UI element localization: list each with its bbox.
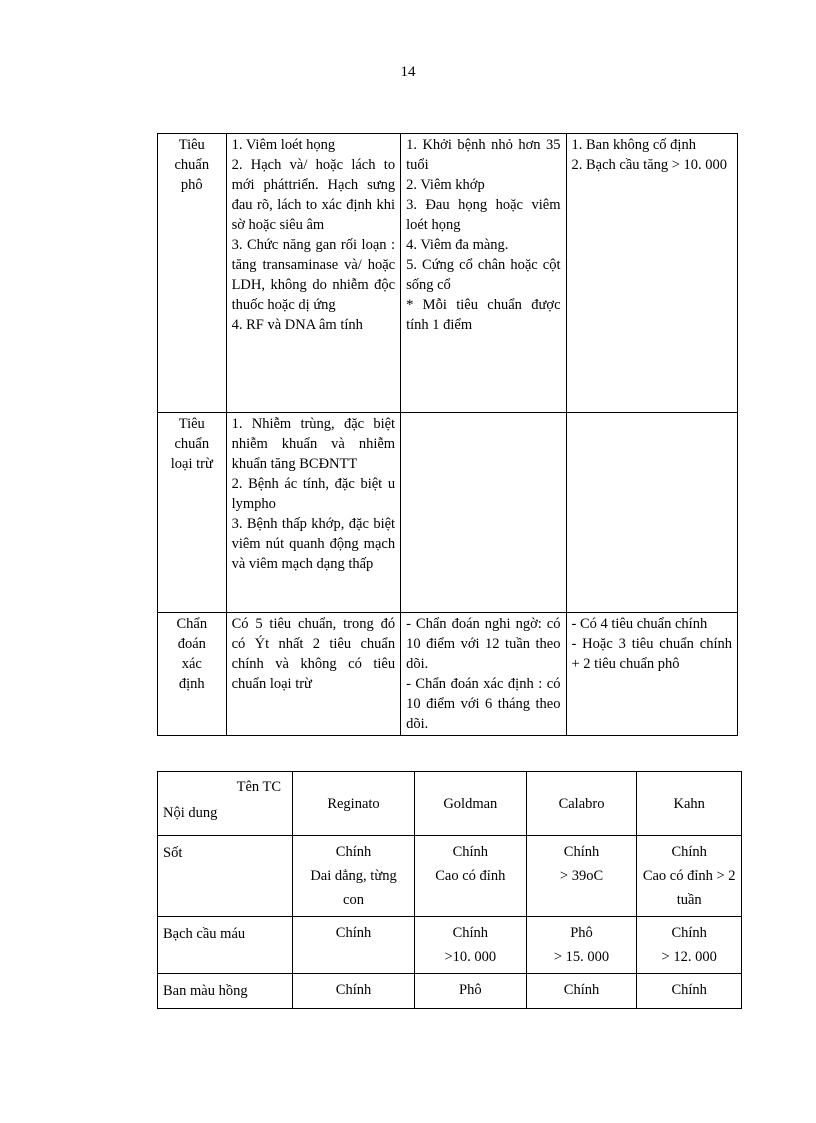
table-cell <box>293 974 415 1009</box>
cell-paragraph: 2. Bạch cầu tăng > 10. 000 <box>571 157 728 173</box>
table-row <box>158 134 738 413</box>
cell-paragraph: - Hoặc 3 tiêu chuẩn chính + 2 tiêu chuẩn phô <box>571 636 732 672</box>
cell-line: Phô <box>570 925 593 941</box>
cell-line: Chính <box>671 844 707 860</box>
cell-paragraph: 5. Cứng cổ chân hoặc cột sống cổ <box>406 257 561 293</box>
cell-paragraph: 3. Đau họng hoặc viêm loét họng <box>406 197 561 233</box>
table-row <box>158 836 742 917</box>
cell-paragraph: 4. Viêm đa màng. <box>406 237 509 253</box>
cell-paragraph: - Chẩn đoán xác định : có 10 điểm với 6 tháng theo dõi. <box>406 676 561 732</box>
cell-line: >10. 000 <box>444 949 497 965</box>
table-row <box>158 974 742 1009</box>
cell-paragraph: 2. Hạch và/ hoặc lách to mới pháttriển. Hạch sưng đau rõ, lách to xác định khi sờ hoặc siêu âm <box>231 157 396 233</box>
row-header-line: Tiêu <box>178 416 205 432</box>
cell-paragraph: 1. Viêm loét họng <box>231 137 336 153</box>
page-number: 14 <box>400 64 416 80</box>
criteria-table <box>157 133 738 736</box>
cell-line: Dai dẳng, từng con <box>310 868 397 908</box>
cell-line: Cao có đỉnh <box>435 868 506 884</box>
table-cell <box>401 613 566 736</box>
table-cell <box>226 413 401 613</box>
table-cell <box>414 836 526 917</box>
cell-line: > 15. 000 <box>553 949 610 965</box>
cell-paragraph: 2. Bệnh ác tính, đặc biệt u lympho <box>231 476 396 512</box>
comparison-table <box>157 771 742 1009</box>
row-header-line: chuẩn <box>174 436 210 452</box>
table-cell <box>637 836 742 917</box>
row-header-line: định <box>178 676 205 692</box>
cell-line: Chính <box>335 982 372 998</box>
table-cell <box>566 613 738 736</box>
row-header-cell <box>158 613 227 736</box>
corner-cell <box>158 772 293 836</box>
table-cell <box>401 413 566 613</box>
cell-paragraph: 3. Chức năng gan rối loạn : tăng transaminase và/ hoặc LDH, không do nhiễm độc thuốc hoặc dị ứng <box>231 237 396 313</box>
column-header: Goldman <box>414 772 526 836</box>
table-cell <box>293 836 415 917</box>
table-row <box>158 413 738 613</box>
column-header: Calabro <box>526 772 637 836</box>
row-header-cell <box>158 413 227 613</box>
row-header-line: đoán <box>177 636 206 652</box>
cell-paragraph: 4. RF và DNA âm tính <box>231 317 363 333</box>
cell-line: > 12. 000 <box>661 949 717 965</box>
row-label: Sốt <box>158 836 293 917</box>
cell-paragraph: 2. Viêm khớp <box>406 177 485 193</box>
cell-paragraph: - Có 4 tiêu chuẩn chính <box>571 616 708 632</box>
corner-top-label: Tên TC <box>236 779 282 795</box>
cell-line: Cao có đỉnh > 2 tuần <box>642 868 736 908</box>
cell-line: Chính <box>671 982 707 998</box>
row-header-line: Chẩn <box>176 616 208 632</box>
table-cell <box>526 836 637 917</box>
cell-paragraph: - Chẩn đoán nghi ngờ: có 10 điểm với 12 tuần theo dõi. <box>406 616 561 672</box>
table-cell <box>226 134 401 413</box>
row-header-line: chuẩn <box>174 157 210 173</box>
cell-paragraph: 1. Ban không cố định <box>571 137 696 153</box>
table-cell <box>401 134 566 413</box>
row-header-line: xác <box>181 656 202 672</box>
cell-line: Chính <box>563 982 600 998</box>
table-cell <box>526 917 637 974</box>
table-cell <box>637 974 742 1009</box>
cell-line: Chính <box>452 844 489 860</box>
cell-line: Chính <box>335 925 372 941</box>
table-cell <box>293 917 415 974</box>
cell-line: Chính <box>452 925 489 941</box>
cell-paragraph: Có 5 tiêu chuẩn, trong đó có Ýt nhất 2 tiêu chuẩn chính và không có tiêu chuẩn loại trừ <box>231 616 396 692</box>
cell-line: Phô <box>459 982 482 998</box>
row-header-line: loại trừ <box>170 456 213 472</box>
cell-line: Chính <box>563 844 600 860</box>
cell-paragraph: * Mỗi tiêu chuẩn được tính 1 điểm <box>406 297 561 333</box>
table-cell <box>566 413 738 613</box>
table-cell <box>226 613 401 736</box>
row-header-line: phô <box>180 177 203 193</box>
table-cell <box>637 917 742 974</box>
table-header-row <box>158 772 742 836</box>
table-cell <box>414 917 526 974</box>
cell-line: > 39oC <box>559 868 604 884</box>
table-cell <box>526 974 637 1009</box>
cell-paragraph: 1. Khởi bệnh nhỏ hơn 35 tuổi <box>406 137 561 173</box>
row-header-cell <box>158 134 227 413</box>
row-label: Ban màu hồng <box>158 974 293 1009</box>
cell-line: Chính <box>335 844 372 860</box>
row-label: Bạch cầu máu <box>158 917 293 974</box>
cell-paragraph: 3. Bệnh thấp khớp, đặc biệt viêm nút quanh động mạch và viêm mạch dạng thấp <box>231 516 396 572</box>
corner-bottom-label: Nội dung <box>163 805 218 821</box>
column-header: Reginato <box>293 772 415 836</box>
row-header-line: Tiêu <box>178 137 205 153</box>
table-cell <box>414 974 526 1009</box>
table-row <box>158 917 742 974</box>
column-header: Kahn <box>637 772 742 836</box>
cell-line: Chính <box>671 925 707 941</box>
table-cell <box>566 134 738 413</box>
cell-paragraph: 1. Nhiễm trùng, đặc biệt nhiễm khuẩn và nhiễm khuẩn tăng BCĐNTT <box>231 416 396 472</box>
table-row <box>158 613 738 736</box>
